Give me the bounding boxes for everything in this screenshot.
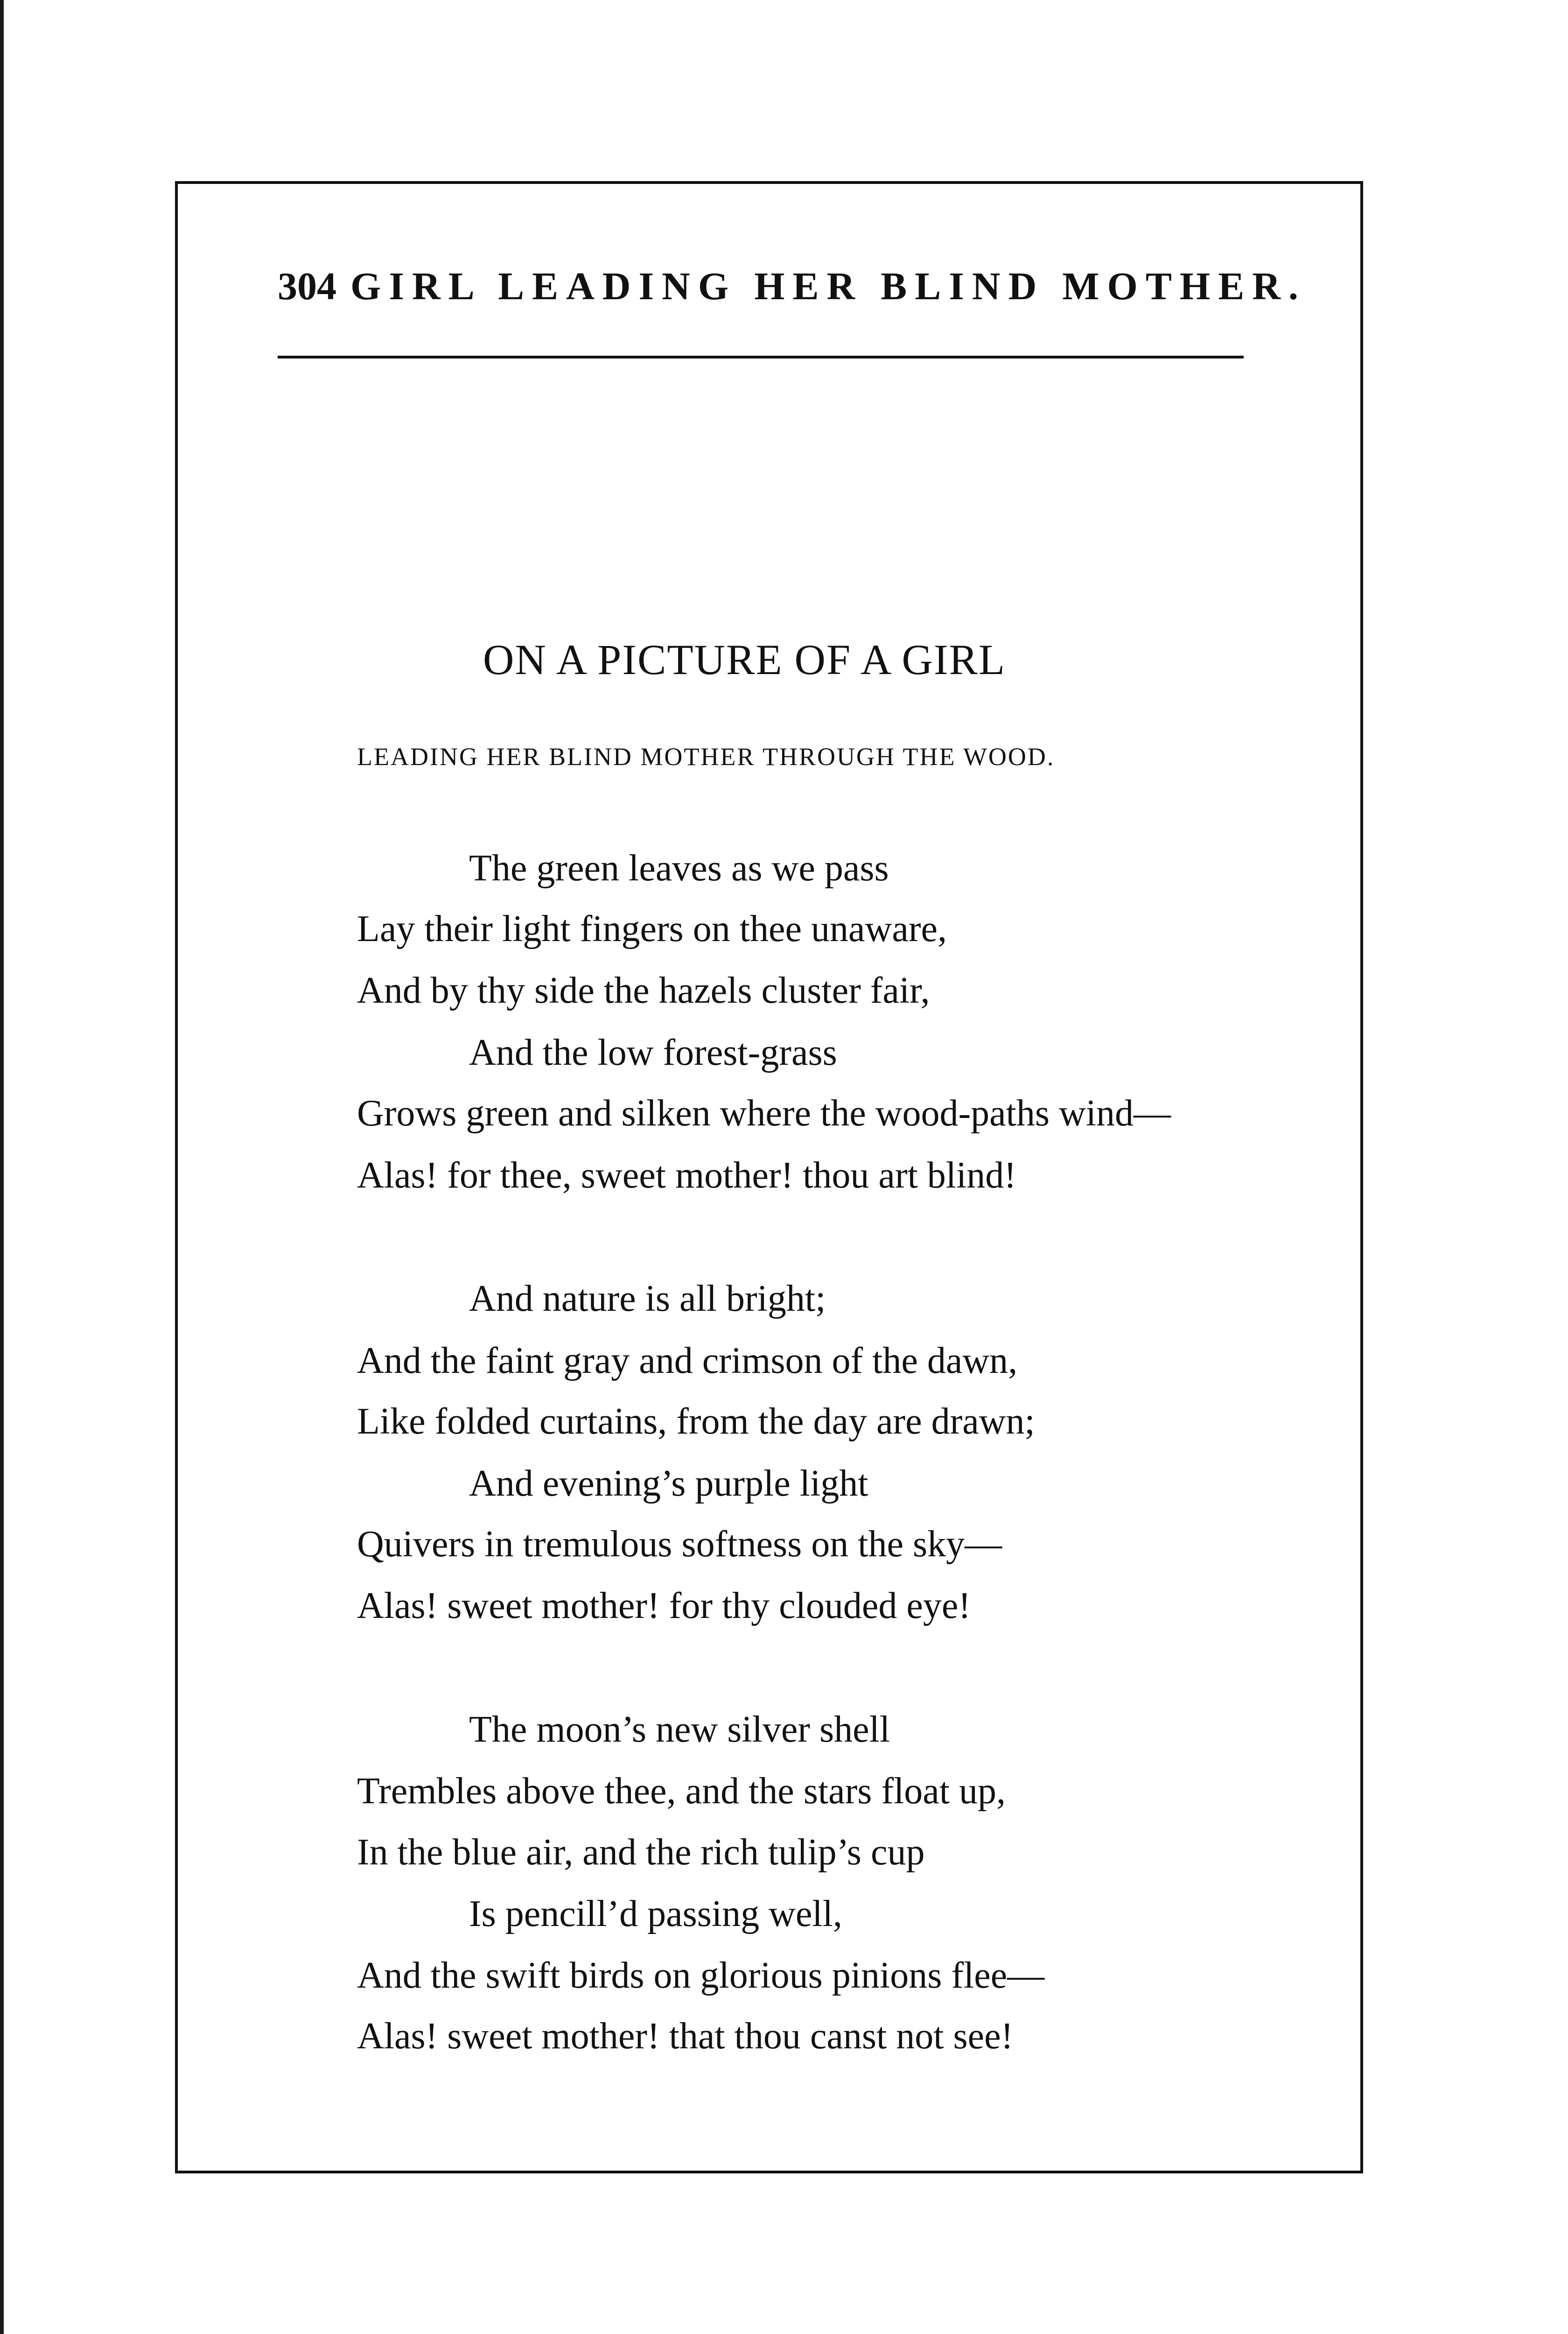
poem-line: The moon’s new silver shell	[469, 1709, 890, 1750]
poem-line: Alas! sweet mother! that thou canst not see!	[357, 2016, 1014, 2057]
poem-line: Grows green and silken where the wood-paths wind—	[357, 1093, 1171, 1134]
poem-line: Lay their light fingers on thee unaware,	[357, 908, 947, 949]
poem-line: Is pencill’d passing well,	[469, 1893, 842, 1934]
poem-line: And the low forest-grass	[469, 1032, 837, 1073]
poem-line: And evening’s purple light	[469, 1463, 868, 1504]
poem-line: And the faint gray and crimson of the dawn,	[357, 1340, 1018, 1381]
header-rule	[278, 356, 1244, 359]
poem-line: Alas! for thee, sweet mother! thou art blind!	[357, 1155, 1016, 1196]
poem-line: Quivers in tremulous softness on the sky—	[357, 1524, 1002, 1565]
poem-line: Like folded curtains, from the day are drawn;	[357, 1401, 1035, 1442]
poem-line: And nature is all bright;	[469, 1278, 826, 1319]
poem-line: And by thy side the hazels cluster fair,	[357, 970, 930, 1011]
poem-line: In the blue air, and the rich tulip’s cup	[357, 1832, 925, 1873]
poem-subtitle: LEADING HER BLIND MOTHER THROUGH THE WOOD.	[357, 743, 1055, 771]
poem-line: Alas! sweet mother! for thy clouded eye!	[357, 1585, 971, 1626]
poem-line: And the swift birds on glorious pinions flee—	[357, 1955, 1045, 1996]
page-number: 304	[278, 265, 336, 308]
running-header	[278, 264, 1306, 309]
poem-line: Trembles above thee, and the stars float up,	[357, 1771, 1006, 1812]
poem-title: ON A PICTURE OF A GIRL	[483, 636, 1006, 683]
running-title: GIRL LEADING HER BLIND MOTHER.	[350, 265, 1306, 308]
scan-page-edge	[0, 0, 4, 2334]
poem-line: The green leaves as we pass	[469, 848, 889, 889]
